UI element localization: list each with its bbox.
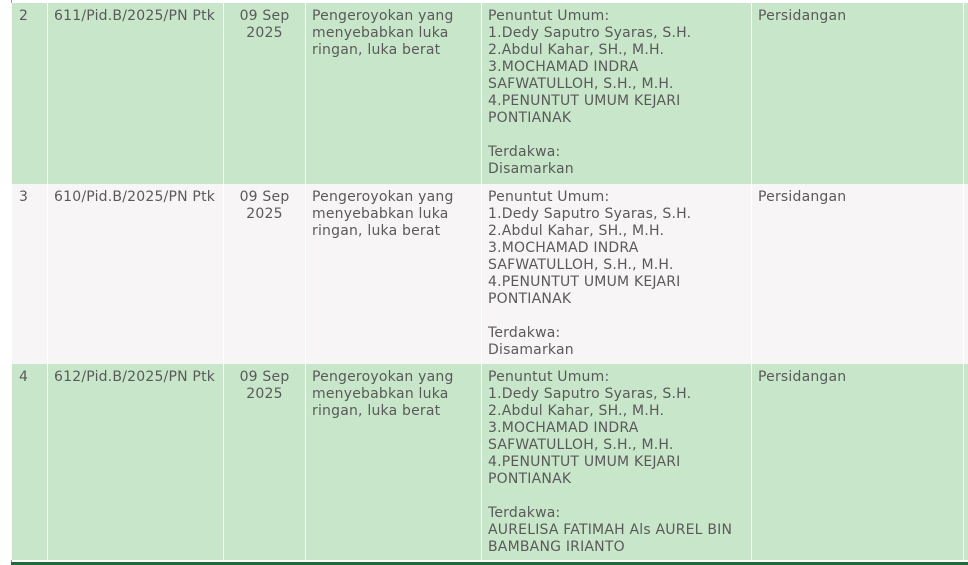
case-number-link[interactable]: 612/Pid.B/2025/PN Ptk [48,364,224,560]
case-table-wrapper [11,3,968,560]
prosecutor-name: 4.PENUNTUT UMUM KEJARI PONTIANAK [488,454,681,487]
prosecutor-name: 4.PENUNTUT UMUM KEJARI PONTIANAK [488,274,681,307]
table-row[interactable] [12,184,968,364]
prosecutor-name: 1.Dedy Saputro Syaras, S.H. [488,386,692,402]
defendant-label: Terdakwa: [488,144,561,160]
row-extra-cell [964,364,968,560]
defendant-label: Terdakwa: [488,505,561,521]
party-spacer [488,308,745,325]
prosecutor-name: 2.Abdul Kahar, SH., M.H. [488,42,665,58]
case-table [11,3,968,560]
table-row[interactable] [12,3,968,184]
case-number-link[interactable]: 611/Pid.B/2025/PN Ptk [48,3,224,184]
prosecutor-name: 4.PENUNTUT UMUM KEJARI PONTIANAK [488,93,681,126]
row-number: 2 [12,3,48,184]
prosecutor-name: 1.Dedy Saputro Syaras, S.H. [488,25,692,41]
case-parties [482,3,752,184]
case-number-link[interactable]: 610/Pid.B/2025/PN Ptk [48,184,224,364]
defendant-name: Disamarkan [488,342,574,358]
case-parties [482,184,752,364]
party-spacer [488,488,745,505]
case-classification: Pengeroyokan yang menyebabkan luka ringan, luka berat [306,184,482,364]
prosecutor-name: 3.MOCHAMAD INDRA SAFWATULLOH, S.H., M.H. [488,420,674,453]
registration-date: 09 Sep 2025 [224,3,306,184]
row-number: 4 [12,364,48,560]
prosecutor-name: 1.Dedy Saputro Syaras, S.H. [488,206,692,222]
row-extra-cell [964,3,968,184]
case-status: Persidangan [752,184,964,364]
prosecutor-label: Penuntut Umum: [488,189,610,205]
row-number: 3 [12,184,48,364]
row-extra-cell [964,184,968,364]
registration-date: 09 Sep 2025 [224,184,306,364]
table-row[interactable] [12,364,968,560]
defendant-name: AURELISA FATIMAH Als AUREL BIN BAMBANG IRIANTO [488,522,733,555]
defendant-label: Terdakwa: [488,325,561,341]
case-status: Persidangan [752,364,964,560]
registration-date: 09 Sep 2025 [224,364,306,560]
prosecutor-name: 3.MOCHAMAD INDRA SAFWATULLOH, S.H., M.H. [488,240,674,273]
case-classification: Pengeroyokan yang menyebabkan luka ringan, luka berat [306,3,482,184]
case-classification: Pengeroyokan yang menyebabkan luka ringan, luka berat [306,364,482,560]
case-status: Persidangan [752,3,964,184]
defendant-name: Disamarkan [488,161,574,177]
prosecutor-label: Penuntut Umum: [488,369,610,385]
prosecutor-label: Penuntut Umum: [488,8,610,24]
case-parties [482,364,752,560]
prosecutor-name: 2.Abdul Kahar, SH., M.H. [488,403,665,419]
prosecutor-name: 3.MOCHAMAD INDRA SAFWATULLOH, S.H., M.H. [488,59,674,92]
party-spacer [488,127,745,144]
prosecutor-name: 2.Abdul Kahar, SH., M.H. [488,223,665,239]
